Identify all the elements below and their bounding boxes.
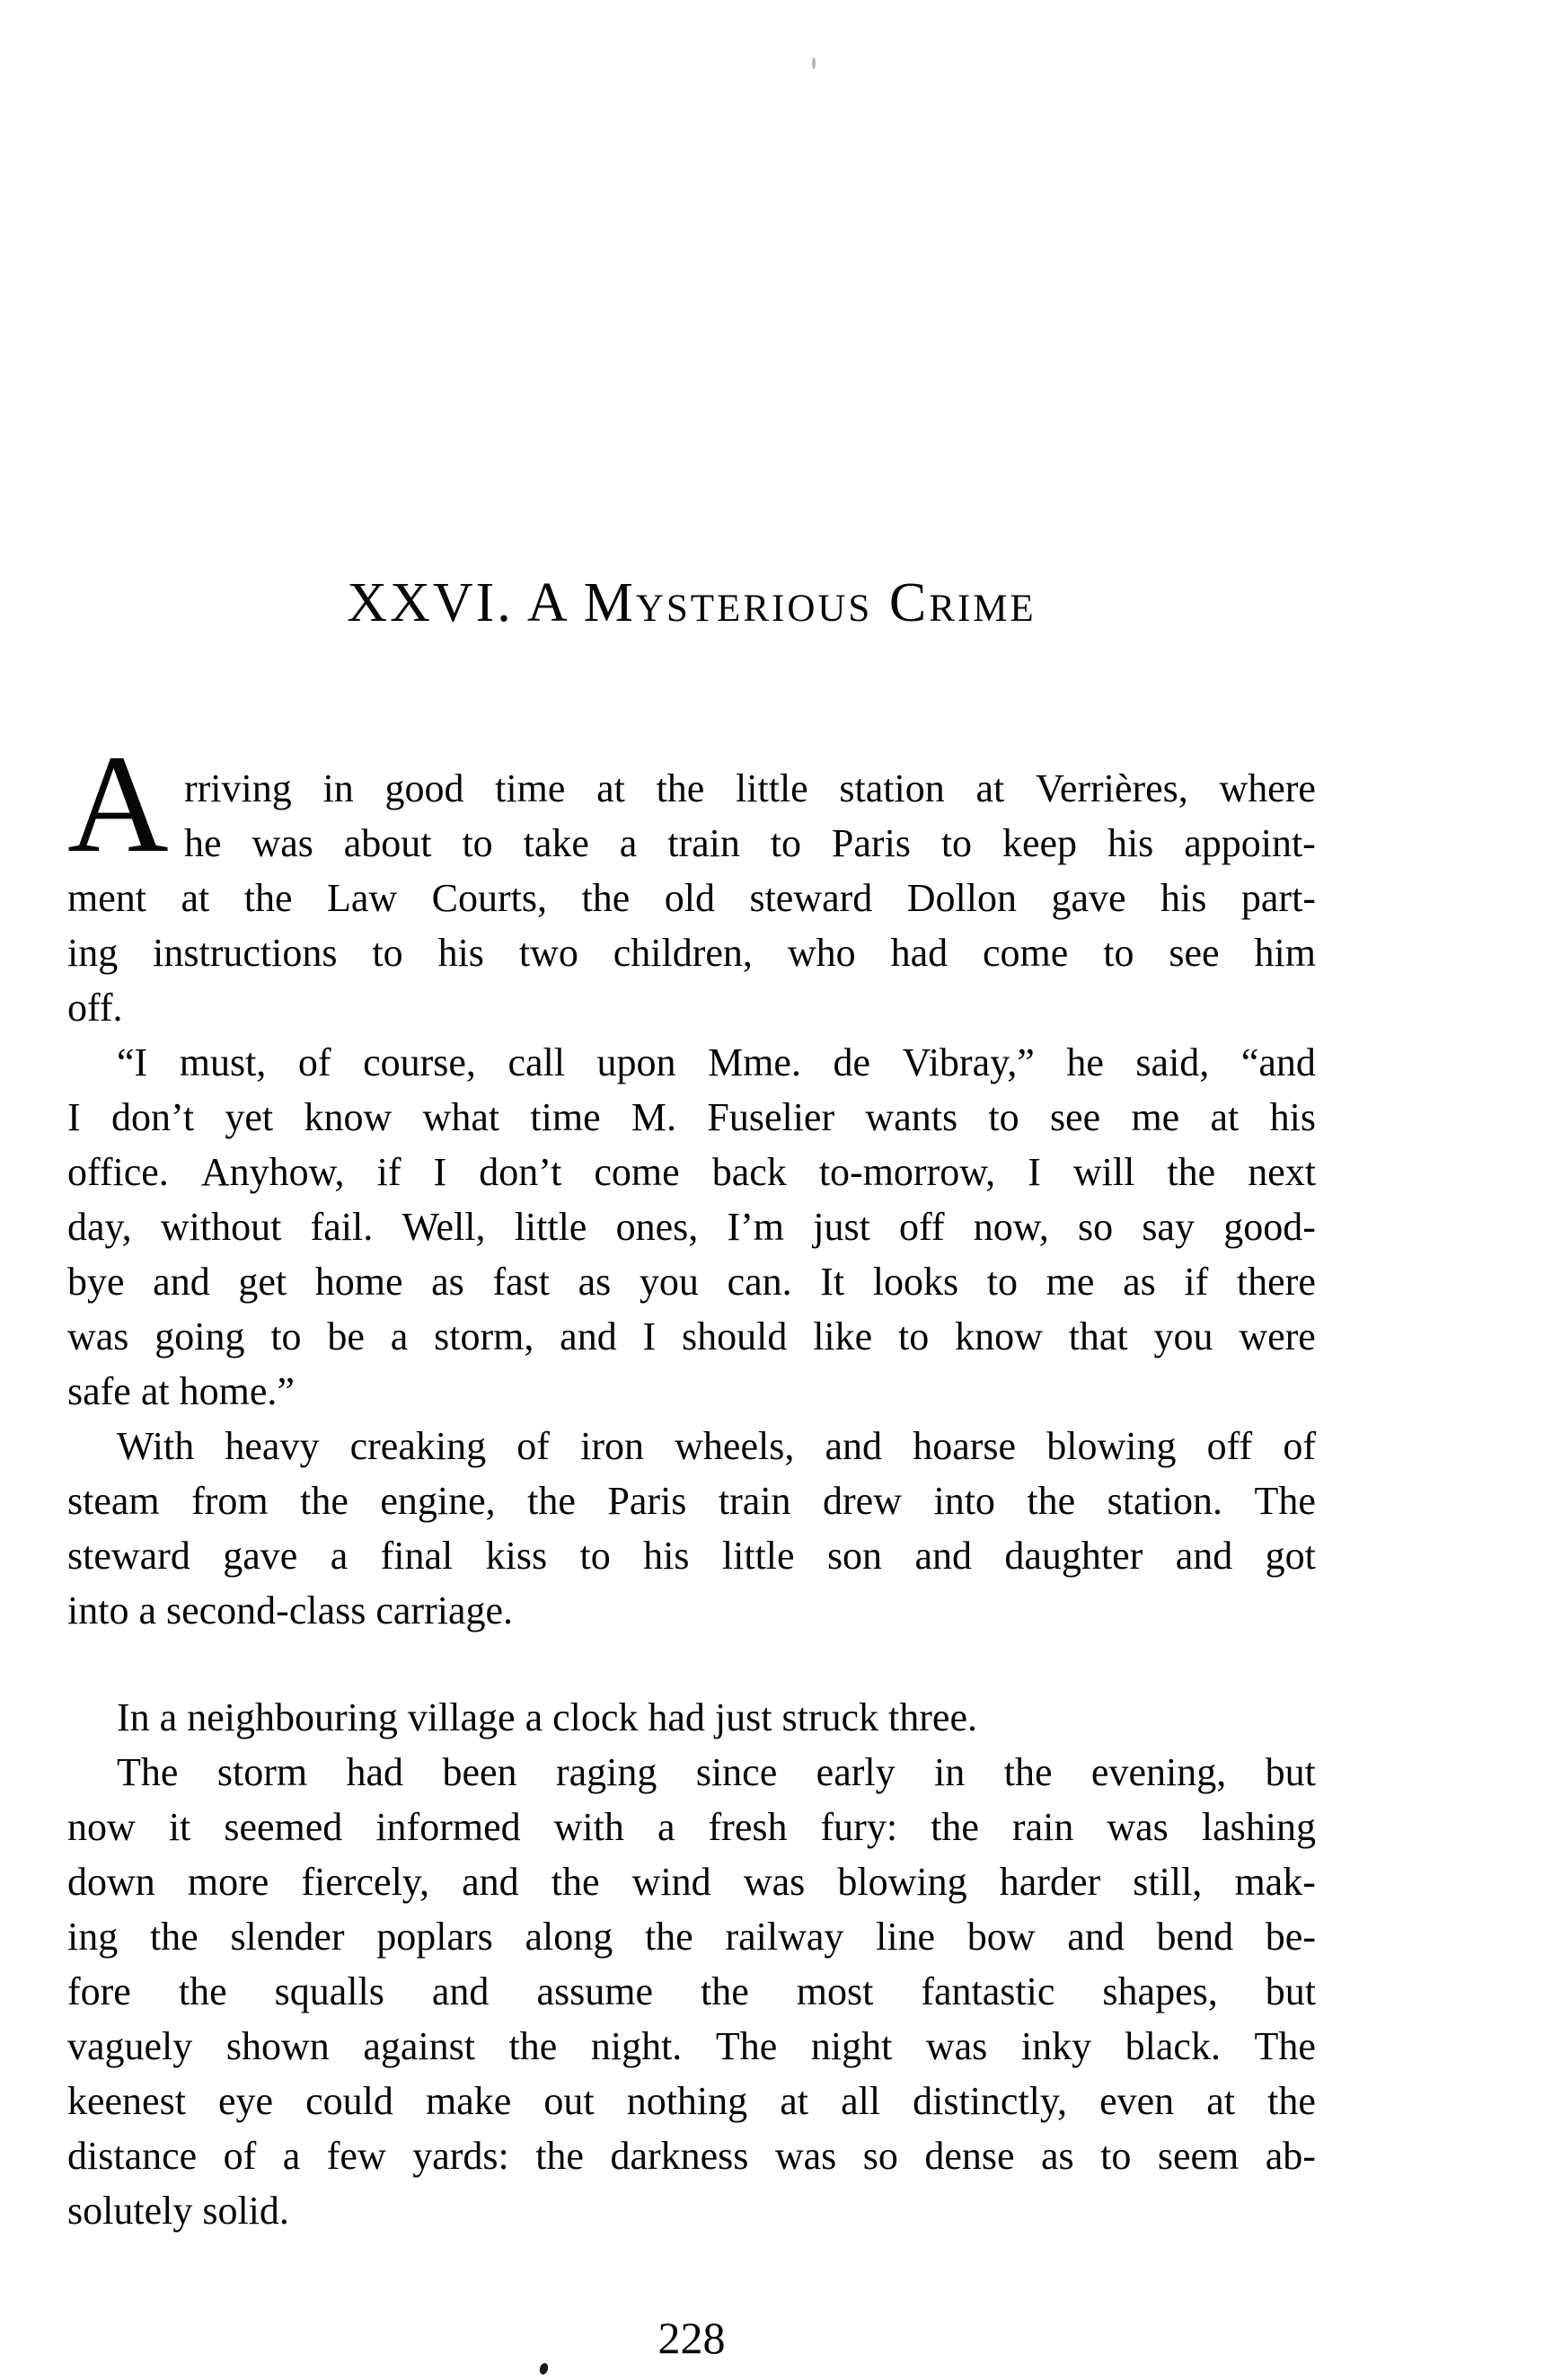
text-line: office. Anyhow, if I don’t come back to-morrow, I will the next: [67, 1150, 1316, 1194]
text-line: ing instructions to his two children, who had come to see him: [67, 931, 1316, 975]
text-line: keenest eye could make out nothing at all distinctly, even at the: [67, 2079, 1316, 2123]
text-line: vaguely shown against the night. The night was inky black. The: [67, 2024, 1316, 2068]
text-line: was going to be a storm, and I should like to know that you were: [67, 1314, 1316, 1358]
text-line: down more fiercely, and the wind was blowing harder still, mak-: [67, 1860, 1316, 1904]
text-line: ing the slender poplars along the railway line bow and bend be-: [67, 1915, 1316, 1959]
text-line: he was about to take a train to Paris to keep his appoint-: [184, 821, 1316, 865]
drop-cap-letter: A: [67, 726, 169, 881]
text-line: rriving in good time at the little station at Verrières, where: [184, 766, 1316, 810]
text-line: fore the squalls and assume the most fantastic shapes, but: [67, 1969, 1316, 2013]
text-line: bye and get home as fast as you can. It looks to me as if there: [67, 1260, 1316, 1304]
text-line: ment at the Law Courts, the old steward Dollon gave his part-: [67, 876, 1316, 920]
text-line: In a neighbouring village a clock had just struck three.: [117, 1695, 977, 1739]
text-line: day, without fail. Well, little ones, I’m just off now, so say good-: [67, 1205, 1316, 1249]
text-line: safe at home.”: [67, 1369, 295, 1413]
body-text-block: [67, 726, 1316, 2238]
text-line: steam from the engine, the Paris train drew into the station. The: [67, 1479, 1316, 1523]
text-line: off.: [67, 986, 123, 1030]
scan-speck: [812, 58, 816, 69]
text-line: solutely solid.: [67, 2189, 289, 2233]
chapter-title: XXVI. A Mysterious Crime: [347, 572, 1037, 633]
text-line: “I must, of course, call upon Mme. de Vibray,” he said, “and: [117, 1040, 1316, 1084]
page-number: 228: [657, 2313, 726, 2363]
text-line: now it seemed informed with a fresh fury: the rain was lashing: [67, 1805, 1316, 1849]
text-line: into a second-class carriage.: [67, 1588, 514, 1632]
text-line: I don’t yet know what time M. Fuselier wants to see me at his: [67, 1095, 1316, 1139]
text-line: distance of a few yards: the darkness was so dense as to seem ab-: [67, 2134, 1316, 2178]
text-line: With heavy creaking of iron wheels, and hoarse blowing off of: [117, 1424, 1316, 1468]
body-lines: [67, 761, 1316, 2238]
text-line: The storm had been raging since early in the evening, but: [117, 1750, 1316, 1794]
scan-speck: [538, 2362, 550, 2376]
text-line: steward gave a final kiss to his little son and daughter and got: [67, 1534, 1316, 1578]
